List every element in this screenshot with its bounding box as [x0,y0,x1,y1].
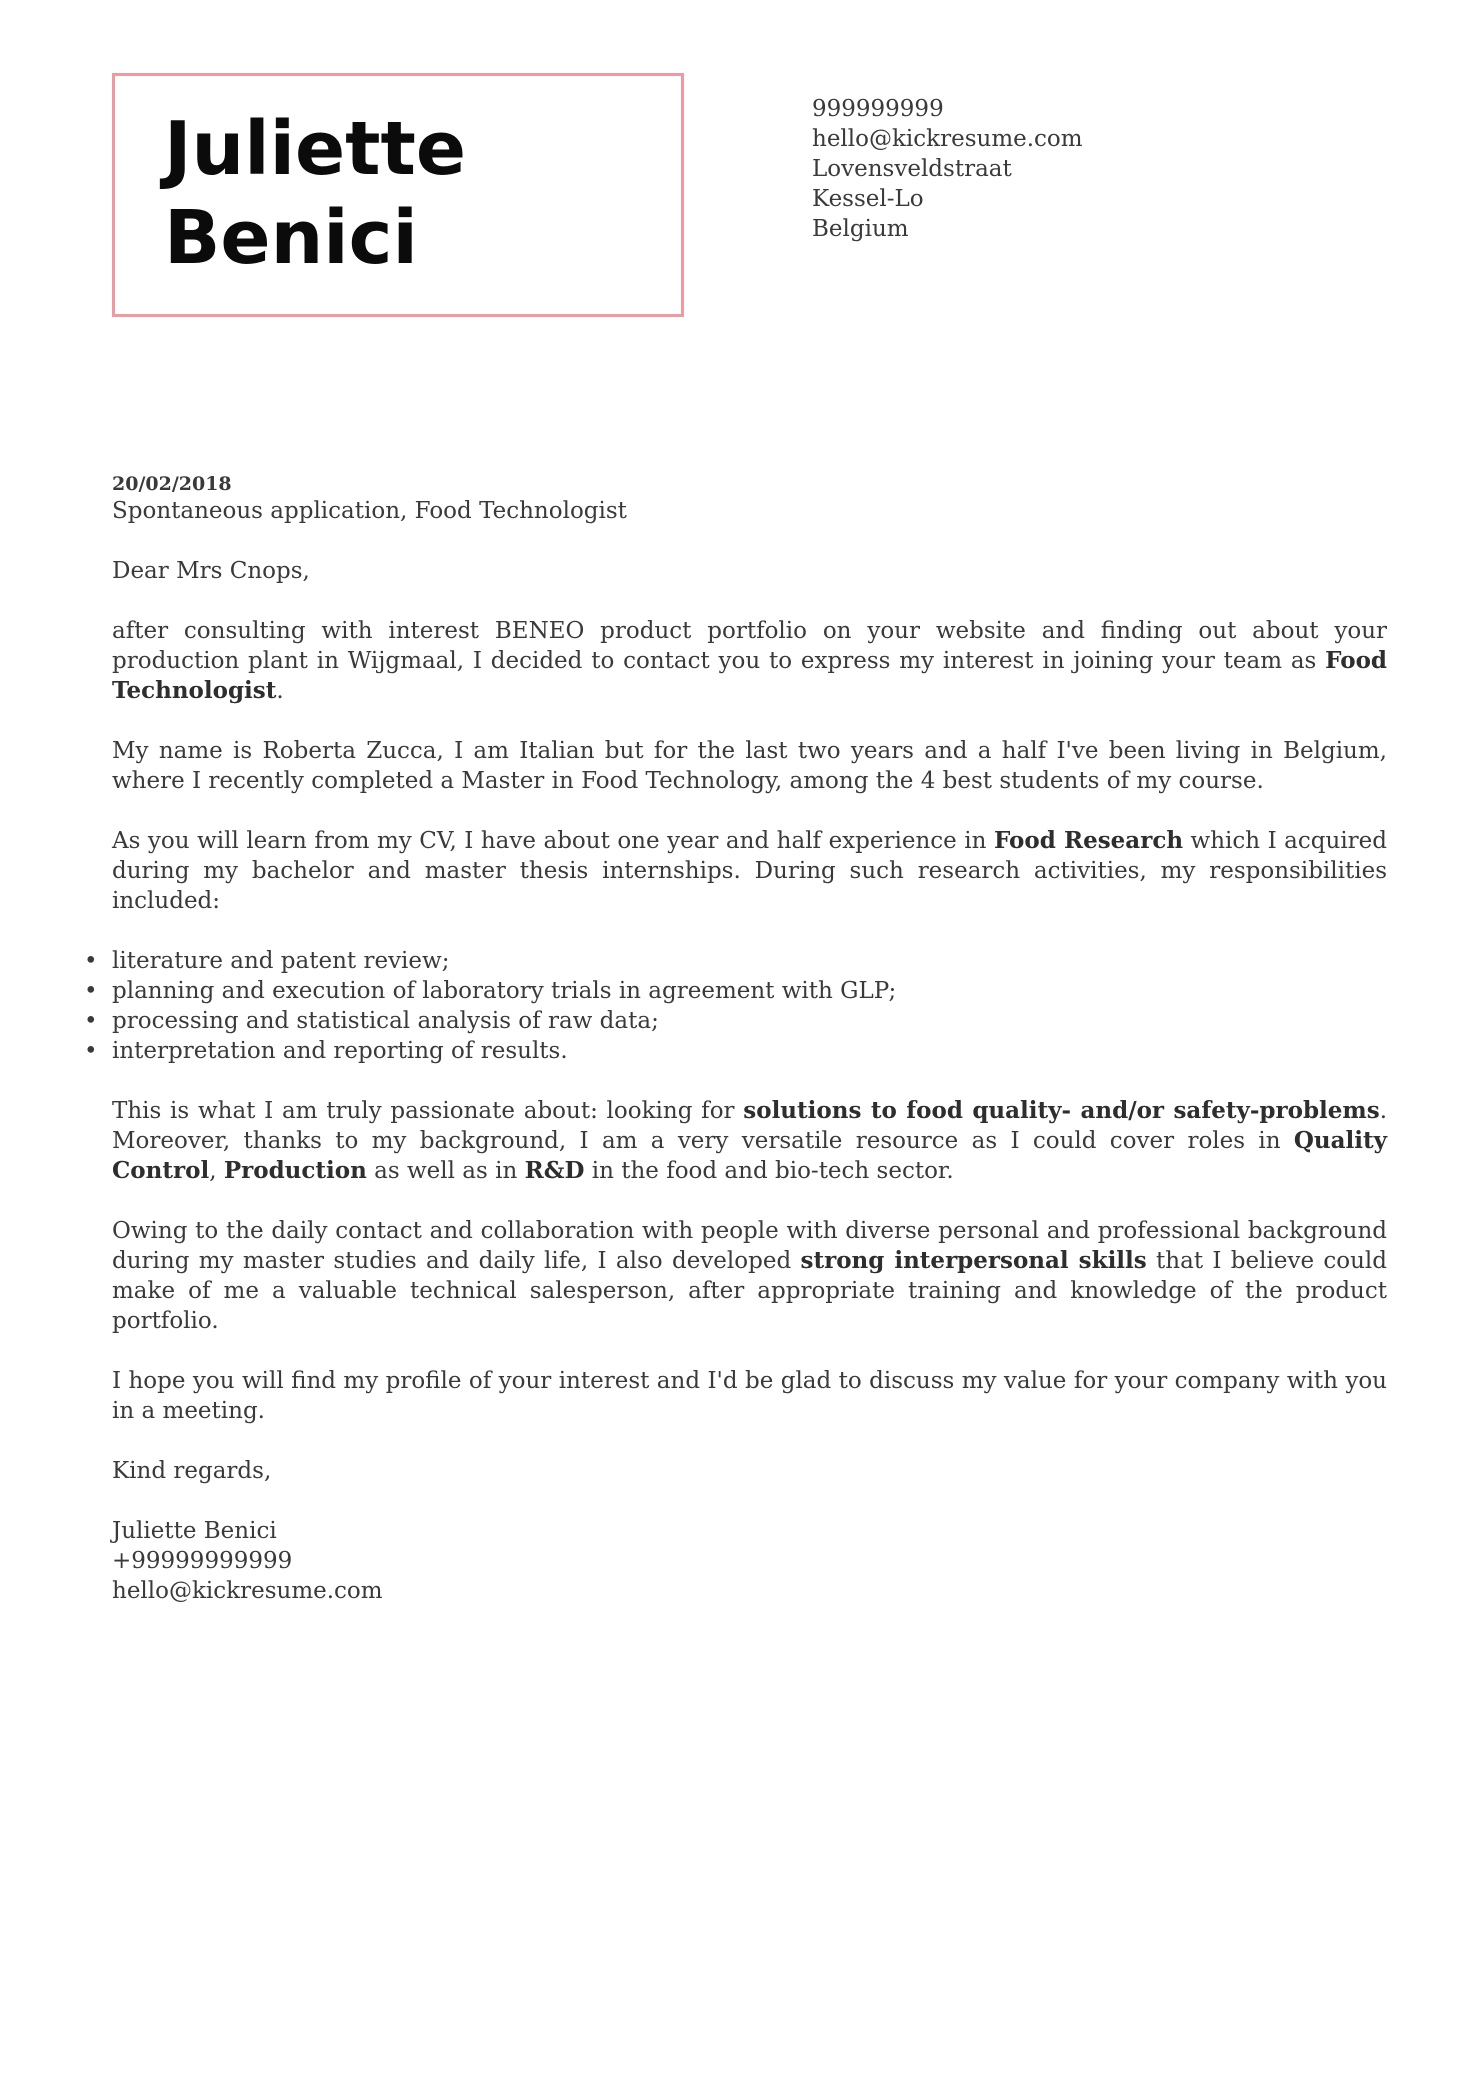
highlight-text: solutions to food quality- and/or safety-problems [743,1097,1380,1124]
highlight-text: R&D [524,1157,585,1184]
contact-phone: 999999999 [812,96,944,122]
contact-email: hello@kickresume.com [812,126,1083,152]
contact-street: Lovensveldstraat [812,156,1012,182]
list-item-text: processing and statistical analysis of raw data; [112,1008,659,1034]
paragraph-text: Owing to the daily contact and collaboration with people with diverse personal and professional background during my master studies and daily life, I also developed [112,1218,1387,1274]
responsibilities-list [84,946,1387,1066]
bullet-icon: • [84,1038,98,1064]
paragraph-text: As you will learn from my CV, I have about one year and half experience in [112,828,994,854]
paragraph-experience [112,826,1387,916]
list-item-text: literature and patent review; [112,948,450,974]
list-item [84,946,1387,976]
signature-name: Juliette Benici [112,1518,277,1544]
name-box [112,73,684,317]
highlight-text: Production [223,1157,367,1184]
paragraph-text: . [276,678,284,704]
bullet-icon: • [84,1008,98,1034]
contact-block [812,94,1083,244]
bullet-icon: • [84,978,98,1004]
letter-date: 20/02/2018 [112,473,232,495]
letter-body [84,472,1388,1606]
paragraph-text: as well as in [366,1158,525,1184]
paragraph-closing: I hope you will find my profile of your interest and I'd be glad to discuss my value for your company with you in a meeting. [112,1368,1387,1424]
paragraph-intro [112,616,1387,706]
contact-city: Kessel-Lo [812,186,924,212]
paragraph-passion [112,1096,1387,1186]
paragraph-text: which I acquired during my bachelor and master thesis internships. During such research activities, my responsibilities included: [112,828,1388,914]
paragraph-text: This is what I am truly passionate about: looking for [112,1098,744,1124]
first-name: Juliette [164,106,467,192]
highlight-text: Food Technologist [112,647,1387,704]
signature-block [112,1516,1387,1606]
signature-phone: +99999999999 [112,1548,293,1574]
list-item-text: planning and execution of laboratory trials in agreement with GLP; [112,978,897,1004]
paragraph-text: that I believe could make of me a valuable technical salesperson, after appropriate training and knowledge of the product portfolio. [112,1248,1387,1334]
list-item [84,976,1387,1006]
highlight-text: Food Research [993,827,1184,854]
signature-email: hello@kickresume.com [112,1578,383,1604]
paragraph-skills [112,1216,1387,1336]
paragraph-text: , [209,1158,224,1184]
bullet-icon: • [84,948,98,974]
contact-country: Belgium [812,216,909,242]
paragraph-text: after consulting with interest BENEO product portfolio on your website and finding out about your production plant in Wijgmaal, I decided to contact you to express my interest in joining your team as [112,618,1387,674]
greeting: Dear Mrs Cnops, [112,558,310,584]
list-item-text: interpretation and reporting of results. [112,1038,568,1064]
list-item [84,1006,1387,1036]
paragraph-text: . Moreover, thanks to my background, I am a very versatile resource as I could cover roles in [112,1098,1387,1154]
paragraph-text: in the food and bio-tech sector. [584,1158,954,1184]
paragraph-background: My name is Roberta Zucca, I am Italian but for the last two years and a half I've been living in Belgium, where I recently completed a Master in Food Technology, among the 4 best students of my course. [112,738,1387,794]
highlight-text: strong interpersonal skills [800,1247,1147,1274]
highlight-text: Quality Control [112,1127,1387,1184]
last-name: Benici [164,195,418,281]
closing-salutation: Kind regards, [112,1458,272,1484]
list-item [84,1036,1387,1066]
letter-subject: Spontaneous application, Food Technologist [112,498,627,524]
